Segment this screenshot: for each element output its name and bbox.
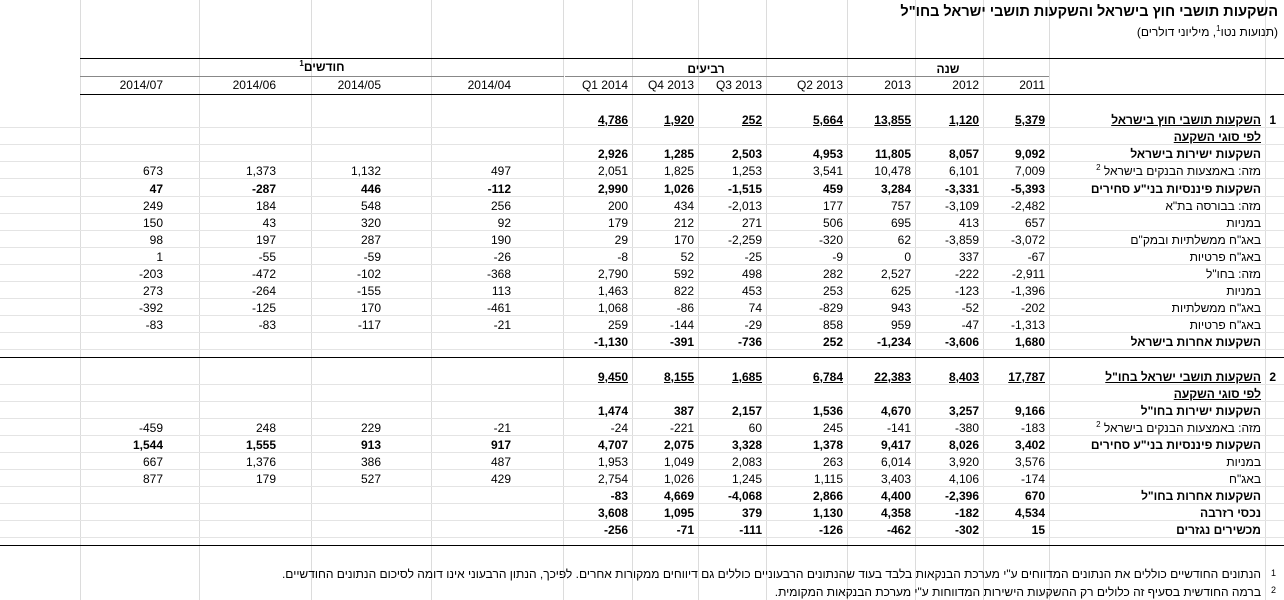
- table-cell: 1,920: [663, 113, 694, 127]
- table-row: [0, 111, 1284, 128]
- table-cell: 453: [741, 284, 762, 298]
- table-cell: 4,670: [880, 404, 911, 418]
- table-cell: 673: [142, 164, 163, 178]
- table-cell: -222: [954, 267, 979, 281]
- row-label: במניות: [1226, 284, 1261, 298]
- table-row: [0, 385, 1284, 402]
- column-header: 2014/04: [467, 78, 511, 92]
- row-label: השקעות אחרות בחו"ל: [1141, 489, 1261, 503]
- table-cell: 229: [360, 421, 381, 435]
- table-cell: 170: [673, 233, 694, 247]
- table-cell: 913: [360, 438, 381, 452]
- table-cell: 256: [490, 199, 511, 213]
- table-cell: 15: [1031, 523, 1045, 537]
- table-cell: -125: [251, 301, 276, 315]
- table-cell: 9,092: [1014, 147, 1045, 161]
- table-cell: 2,157: [731, 404, 762, 418]
- group-header-year: שנה: [936, 62, 960, 76]
- table-cell: -221: [669, 421, 694, 435]
- table-cell: 695: [890, 216, 911, 230]
- table-cell: 252: [741, 113, 762, 127]
- table-cell: 43: [262, 216, 276, 230]
- table-cell: 1,685: [731, 370, 762, 384]
- table-cell: 757: [890, 199, 911, 213]
- table-row: [0, 316, 1284, 333]
- table-cell: 273: [142, 284, 163, 298]
- table-row: [0, 145, 1284, 162]
- row-label: באג"ח פרטיות: [1189, 250, 1261, 264]
- table-cell: -736: [737, 335, 762, 349]
- table-cell: 429: [490, 472, 511, 486]
- table-cell: 1,825: [663, 164, 694, 178]
- table-row: [0, 214, 1284, 231]
- table-cell: 2,754: [597, 472, 628, 486]
- table-cell: 4,786: [597, 113, 628, 127]
- table-cell: -829: [818, 301, 843, 315]
- table-cell: -2,259: [727, 233, 762, 247]
- table-cell: 179: [255, 472, 276, 486]
- table-cell: 1,680: [1014, 335, 1045, 349]
- table-cell: -1,515: [727, 182, 762, 196]
- table-cell: -462: [886, 523, 911, 537]
- row-label: מזה: בחו"ל: [1206, 267, 1261, 281]
- row-label: באג"ח ממשלתיות: [1171, 301, 1261, 315]
- table-cell: 592: [673, 267, 694, 281]
- table-cell: 379: [741, 506, 762, 520]
- table-cell: 1,068: [597, 301, 628, 315]
- table-cell: -21: [493, 421, 511, 435]
- table-cell: 1,544: [132, 438, 163, 452]
- column-header: 2014/05: [337, 78, 381, 92]
- table-row: [0, 248, 1284, 265]
- table-cell: -86: [676, 301, 694, 315]
- table-cell: 959: [890, 318, 911, 332]
- table-cell: 1,555: [245, 438, 276, 452]
- row-label: השקעות פיננסיות בני"ע סחירים: [1090, 438, 1261, 452]
- table-cell: 0: [904, 250, 911, 264]
- table-cell: 5,664: [812, 113, 843, 127]
- table-cell: -3,859: [944, 233, 979, 247]
- table-cell: 657: [1024, 216, 1045, 230]
- table-cell: 1,474: [597, 404, 628, 418]
- footnote-1-text: הנתונים החודשיים כוללים את הנתונים המדווחים ע"י מערכת הבנקאות בלבד בעוד שהנתונים הרבעוניים כוללים גם דיווחים ממקורות אחרים. לפיכך, הנתון הרבעוני אינו דומה לסיכום הנתונים החודשיים.: [281, 567, 1261, 581]
- table-cell: -112: [487, 182, 511, 196]
- table-cell: 8,057: [948, 147, 979, 161]
- table-cell: 4,953: [812, 147, 843, 161]
- table-cell: -29: [744, 318, 762, 332]
- table-row: [0, 180, 1284, 197]
- table-cell: 10,478: [874, 164, 911, 178]
- row-label: השקעות תושבי ישראל בחו"ל: [1105, 370, 1261, 384]
- table-cell: 1,095: [663, 506, 694, 520]
- table-cell: -391: [669, 335, 694, 349]
- row-label: השקעות ישירות בישראל: [1130, 147, 1261, 161]
- table-cell: 179: [607, 216, 628, 230]
- table-cell: 1,132: [350, 164, 381, 178]
- table-cell: -102: [356, 267, 381, 281]
- table-cell: -117: [357, 318, 381, 332]
- table-cell: -55: [258, 250, 276, 264]
- table-cell: -287: [251, 182, 276, 196]
- table-cell: -71: [676, 523, 694, 537]
- table-cell: 7,009: [1014, 164, 1045, 178]
- table-cell: 5,379: [1014, 113, 1045, 127]
- row-label: באג"ח פרטיות: [1189, 318, 1261, 332]
- table-cell: 1,245: [731, 472, 762, 486]
- table-cell: 263: [822, 455, 843, 469]
- group-header-months: חודשים$^1$: [299, 59, 345, 74]
- table-cell: 1,376: [245, 455, 276, 469]
- table-cell: 177: [822, 199, 843, 213]
- table-row: [0, 436, 1284, 453]
- footnote-1-marker: 1: [1270, 568, 1276, 578]
- table-cell: 1,115: [813, 472, 843, 486]
- table-cell: 667: [142, 455, 163, 469]
- table-cell: 9,166: [1014, 404, 1045, 418]
- table-cell: 9,417: [880, 438, 911, 452]
- table-cell: -4,068: [727, 489, 762, 503]
- table-cell: 8,026: [948, 438, 979, 452]
- row-label: השקעות תושבי חוץ בישראל: [1111, 113, 1261, 127]
- table-cell: -392: [138, 301, 163, 315]
- table-cell: 1,026: [663, 472, 694, 486]
- table-cell: 434: [673, 199, 694, 213]
- table-row: [0, 128, 1284, 145]
- table-cell: 3,257: [948, 404, 979, 418]
- row-label: מכשירים נגזרים: [1176, 523, 1261, 537]
- row-label: השקעות ישירות בחו"ל: [1140, 404, 1261, 418]
- table-cell: 13,855: [874, 113, 911, 127]
- table-cell: -5,393: [1010, 182, 1045, 196]
- table-cell: 1,120: [948, 113, 979, 127]
- table-cell: 6,784: [812, 370, 843, 384]
- section-number: 2: [1269, 370, 1276, 384]
- table-cell: -67: [1027, 250, 1045, 264]
- table-cell: 259: [607, 318, 628, 332]
- table-cell: 245: [822, 421, 843, 435]
- table-cell: -472: [251, 267, 276, 281]
- table-cell: -123: [954, 284, 979, 298]
- table-cell: 1,373: [245, 164, 276, 178]
- table-cell: -182: [954, 506, 979, 520]
- table-cell: -141: [886, 421, 911, 435]
- table-cell: 74: [748, 301, 762, 315]
- table-cell: -26: [493, 250, 511, 264]
- table-cell: 1: [156, 250, 163, 264]
- table-cell: 446: [360, 182, 381, 196]
- table-cell: -183: [1020, 421, 1045, 435]
- table-row: [0, 197, 1284, 214]
- table-row: [0, 487, 1284, 504]
- footnote-2-marker: 2: [1270, 585, 1276, 595]
- table-cell: -111: [739, 523, 762, 537]
- table-cell: 487: [490, 455, 511, 469]
- table-cell: 113: [491, 284, 511, 298]
- table-cell: 548: [360, 199, 381, 213]
- table-row: [0, 521, 1284, 538]
- table-cell: 253: [822, 284, 843, 298]
- table-cell: 249: [142, 199, 163, 213]
- table-cell: 248: [255, 421, 276, 435]
- table-cell: 3,402: [1014, 438, 1045, 452]
- table-cell: -83: [258, 318, 276, 332]
- table-cell: 1,026: [663, 182, 694, 196]
- table-cell: 2,527: [880, 267, 911, 281]
- table-row: [0, 368, 1284, 385]
- table-cell: -21: [493, 318, 511, 332]
- column-header: Q1 2014: [581, 78, 628, 92]
- table-cell: 1,285: [663, 147, 694, 161]
- table-cell: -174: [1020, 472, 1045, 486]
- table-cell: 197: [255, 233, 276, 247]
- row-label: השקעות אחרות בישראל: [1130, 335, 1261, 349]
- table-cell: 4,534: [1014, 506, 1045, 520]
- table-cell: 282: [822, 267, 843, 281]
- table-cell: 150: [142, 216, 163, 230]
- table-cell: -83: [610, 489, 628, 503]
- table-cell: 413: [958, 216, 979, 230]
- row-label: במניות: [1226, 216, 1261, 230]
- table-cell: 4,400: [880, 489, 911, 503]
- table-cell: -256: [603, 523, 628, 537]
- table-cell: 1,130: [812, 506, 843, 520]
- row-label: באג"ח: [1229, 472, 1261, 486]
- table-cell: 2,926: [597, 147, 628, 161]
- table-cell: 6,101: [948, 164, 979, 178]
- table-cell: -8: [617, 250, 628, 264]
- table-cell: 29: [614, 233, 628, 247]
- table-row: [0, 453, 1284, 470]
- table-cell: 498: [741, 267, 762, 281]
- table-cell: 4,106: [948, 472, 979, 486]
- table-cell: 62: [897, 233, 911, 247]
- table-cell: -1,234: [876, 335, 911, 349]
- column-header: 2011: [1019, 78, 1045, 92]
- table-cell: -461: [486, 301, 511, 315]
- table-cell: 386: [360, 455, 381, 469]
- table-cell: 252: [822, 335, 843, 349]
- table-cell: 1,049: [663, 455, 694, 469]
- table-cell: 1,953: [597, 455, 628, 469]
- table-cell: -2,911: [1011, 267, 1045, 281]
- row-label: מזה: בבורסה בת"א: [1165, 199, 1261, 213]
- table-cell: 6,014: [880, 455, 911, 469]
- table-row: [0, 419, 1284, 436]
- table-cell: -52: [961, 301, 979, 315]
- column-header: 2014/07: [119, 78, 163, 92]
- column-header: 2012: [952, 78, 979, 92]
- table-cell: 2,051: [597, 164, 628, 178]
- table-cell: -203: [138, 267, 163, 281]
- table-cell: 3,608: [597, 506, 628, 520]
- table-cell: -24: [610, 421, 628, 435]
- table-cell: 917: [490, 438, 511, 452]
- table-row: [0, 402, 1284, 419]
- table-cell: 822: [673, 284, 694, 298]
- table-cell: -83: [145, 318, 163, 332]
- table-cell: -459: [138, 421, 163, 435]
- column-header: 2014/06: [232, 78, 276, 92]
- table-cell: -368: [486, 267, 511, 281]
- row-label: באג"ח ממשלתיות ובמק"ם: [1130, 233, 1261, 247]
- row-label: מזה: באמצעות הבנקים בישראל $^2$: [1096, 420, 1261, 435]
- section-number: 1: [1269, 113, 1276, 127]
- footnote-2-text: ברמה החודשית בסעיף זה כלולים רק ההשקעות הישירות המדווחות ע"י מערכת הבנקאות המקומית.: [774, 585, 1261, 599]
- table-cell: -2,013: [727, 199, 762, 213]
- table-cell: 3,920: [948, 455, 979, 469]
- table-row: [0, 299, 1284, 316]
- table-cell: 670: [1024, 489, 1045, 503]
- table-cell: 459: [822, 182, 843, 196]
- table-cell: 3,541: [812, 164, 843, 178]
- table-cell: -144: [669, 318, 694, 332]
- table-cell: 212: [673, 216, 694, 230]
- table-cell: 497: [490, 164, 511, 178]
- table-cell: 1,536: [812, 404, 843, 418]
- table-cell: 625: [890, 284, 911, 298]
- table-cell: -2,482: [1010, 199, 1045, 213]
- column-header: Q2 2013: [796, 78, 843, 92]
- table-cell: 1,463: [597, 284, 628, 298]
- table-row: [0, 162, 1284, 179]
- table-row: [0, 504, 1284, 521]
- table-cell: 2,866: [812, 489, 843, 503]
- table-cell: 337: [958, 250, 979, 264]
- table-cell: 11,805: [874, 147, 911, 161]
- table-cell: 2,503: [731, 147, 762, 161]
- row-label: מזה: באמצעות הבנקים בישראל $^2$: [1096, 163, 1261, 178]
- table-cell: 3,328: [731, 438, 762, 452]
- table-cell: 1,378: [812, 438, 843, 452]
- table-row: [0, 470, 1284, 487]
- table-cell: 4,669: [663, 489, 694, 503]
- table-cell: 527: [360, 472, 381, 486]
- table-cell: -1,396: [1010, 284, 1045, 298]
- table-cell: 858: [822, 318, 843, 332]
- column-header: 2013: [884, 78, 911, 92]
- table-cell: 1,253: [731, 164, 762, 178]
- table-row: [0, 231, 1284, 248]
- table-cell: 98: [149, 233, 163, 247]
- table-cell: 170: [360, 301, 381, 315]
- table-cell: -264: [251, 284, 276, 298]
- table-cell: -1,313: [1010, 318, 1045, 332]
- table-cell: -47: [961, 318, 979, 332]
- table-cell: -1,130: [593, 335, 628, 349]
- table-cell: 4,707: [597, 438, 628, 452]
- table-cell: -155: [356, 284, 381, 298]
- table-cell: -202: [1020, 301, 1045, 315]
- page-title: השקעות תושבי חוץ בישראל והשקעות תושבי ישראל בחו"ל: [900, 4, 1278, 20]
- table-cell: 92: [497, 216, 511, 230]
- table-cell: 943: [890, 301, 911, 315]
- table-cell: -126: [818, 523, 843, 537]
- table-cell: -3,331: [944, 182, 979, 196]
- table-cell: -25: [744, 250, 762, 264]
- table-cell: 877: [142, 472, 163, 486]
- table-cell: 271: [741, 216, 762, 230]
- table-cell: 22,383: [874, 370, 911, 384]
- row-label: השקעות פיננסיות בני"ע סחירים: [1090, 182, 1261, 196]
- table-cell: 52: [680, 250, 694, 264]
- table-cell: 2,790: [597, 267, 628, 281]
- table-row: [0, 333, 1284, 350]
- table-cell: 184: [255, 199, 276, 213]
- table-cell: 9,450: [597, 370, 628, 384]
- table-row: [0, 265, 1284, 282]
- group-header-quarters: רביעים: [687, 62, 725, 76]
- column-header: Q4 2013: [647, 78, 694, 92]
- table-cell: 3,284: [880, 182, 911, 196]
- table-cell: 320: [360, 216, 381, 230]
- table-cell: 506: [822, 216, 843, 230]
- table-cell: 200: [607, 199, 628, 213]
- table-cell: -380: [954, 421, 979, 435]
- table-cell: 60: [748, 421, 762, 435]
- table-cell: -9: [832, 250, 843, 264]
- table-cell: 17,787: [1008, 370, 1045, 384]
- table-row: [0, 282, 1284, 299]
- table-cell: 47: [149, 182, 163, 196]
- table-cell: 190: [490, 233, 511, 247]
- table-cell: 3,403: [880, 472, 911, 486]
- table-cell: -302: [954, 523, 979, 537]
- table-cell: -2,396: [944, 489, 979, 503]
- table-cell: 8,403: [948, 370, 979, 384]
- subtitle: (תנועות נטו$^1$, מיליוני דולרים): [1136, 24, 1278, 39]
- table-cell: 4,358: [880, 506, 911, 520]
- table-cell: -59: [363, 250, 381, 264]
- row-label: לפי סוגי השקעה: [1173, 387, 1261, 401]
- table-cell: 8,155: [663, 370, 694, 384]
- table-cell: 2,075: [663, 438, 694, 452]
- table-cell: -3,109: [944, 199, 979, 213]
- row-label: נכסי רזרבה: [1199, 506, 1261, 520]
- table-cell: 387: [673, 404, 694, 418]
- row-label: במניות: [1226, 455, 1261, 469]
- table-cell: 287: [360, 233, 381, 247]
- table-cell: 2,990: [597, 182, 628, 196]
- table-cell: -320: [818, 233, 843, 247]
- row-label: לפי סוגי השקעה: [1173, 130, 1261, 144]
- table-cell: 2,083: [731, 455, 762, 469]
- table-cell: 3,576: [1014, 455, 1045, 469]
- column-header: Q3 2013: [715, 78, 762, 92]
- table-cell: -3,606: [944, 335, 979, 349]
- table-cell: -3,072: [1010, 233, 1045, 247]
